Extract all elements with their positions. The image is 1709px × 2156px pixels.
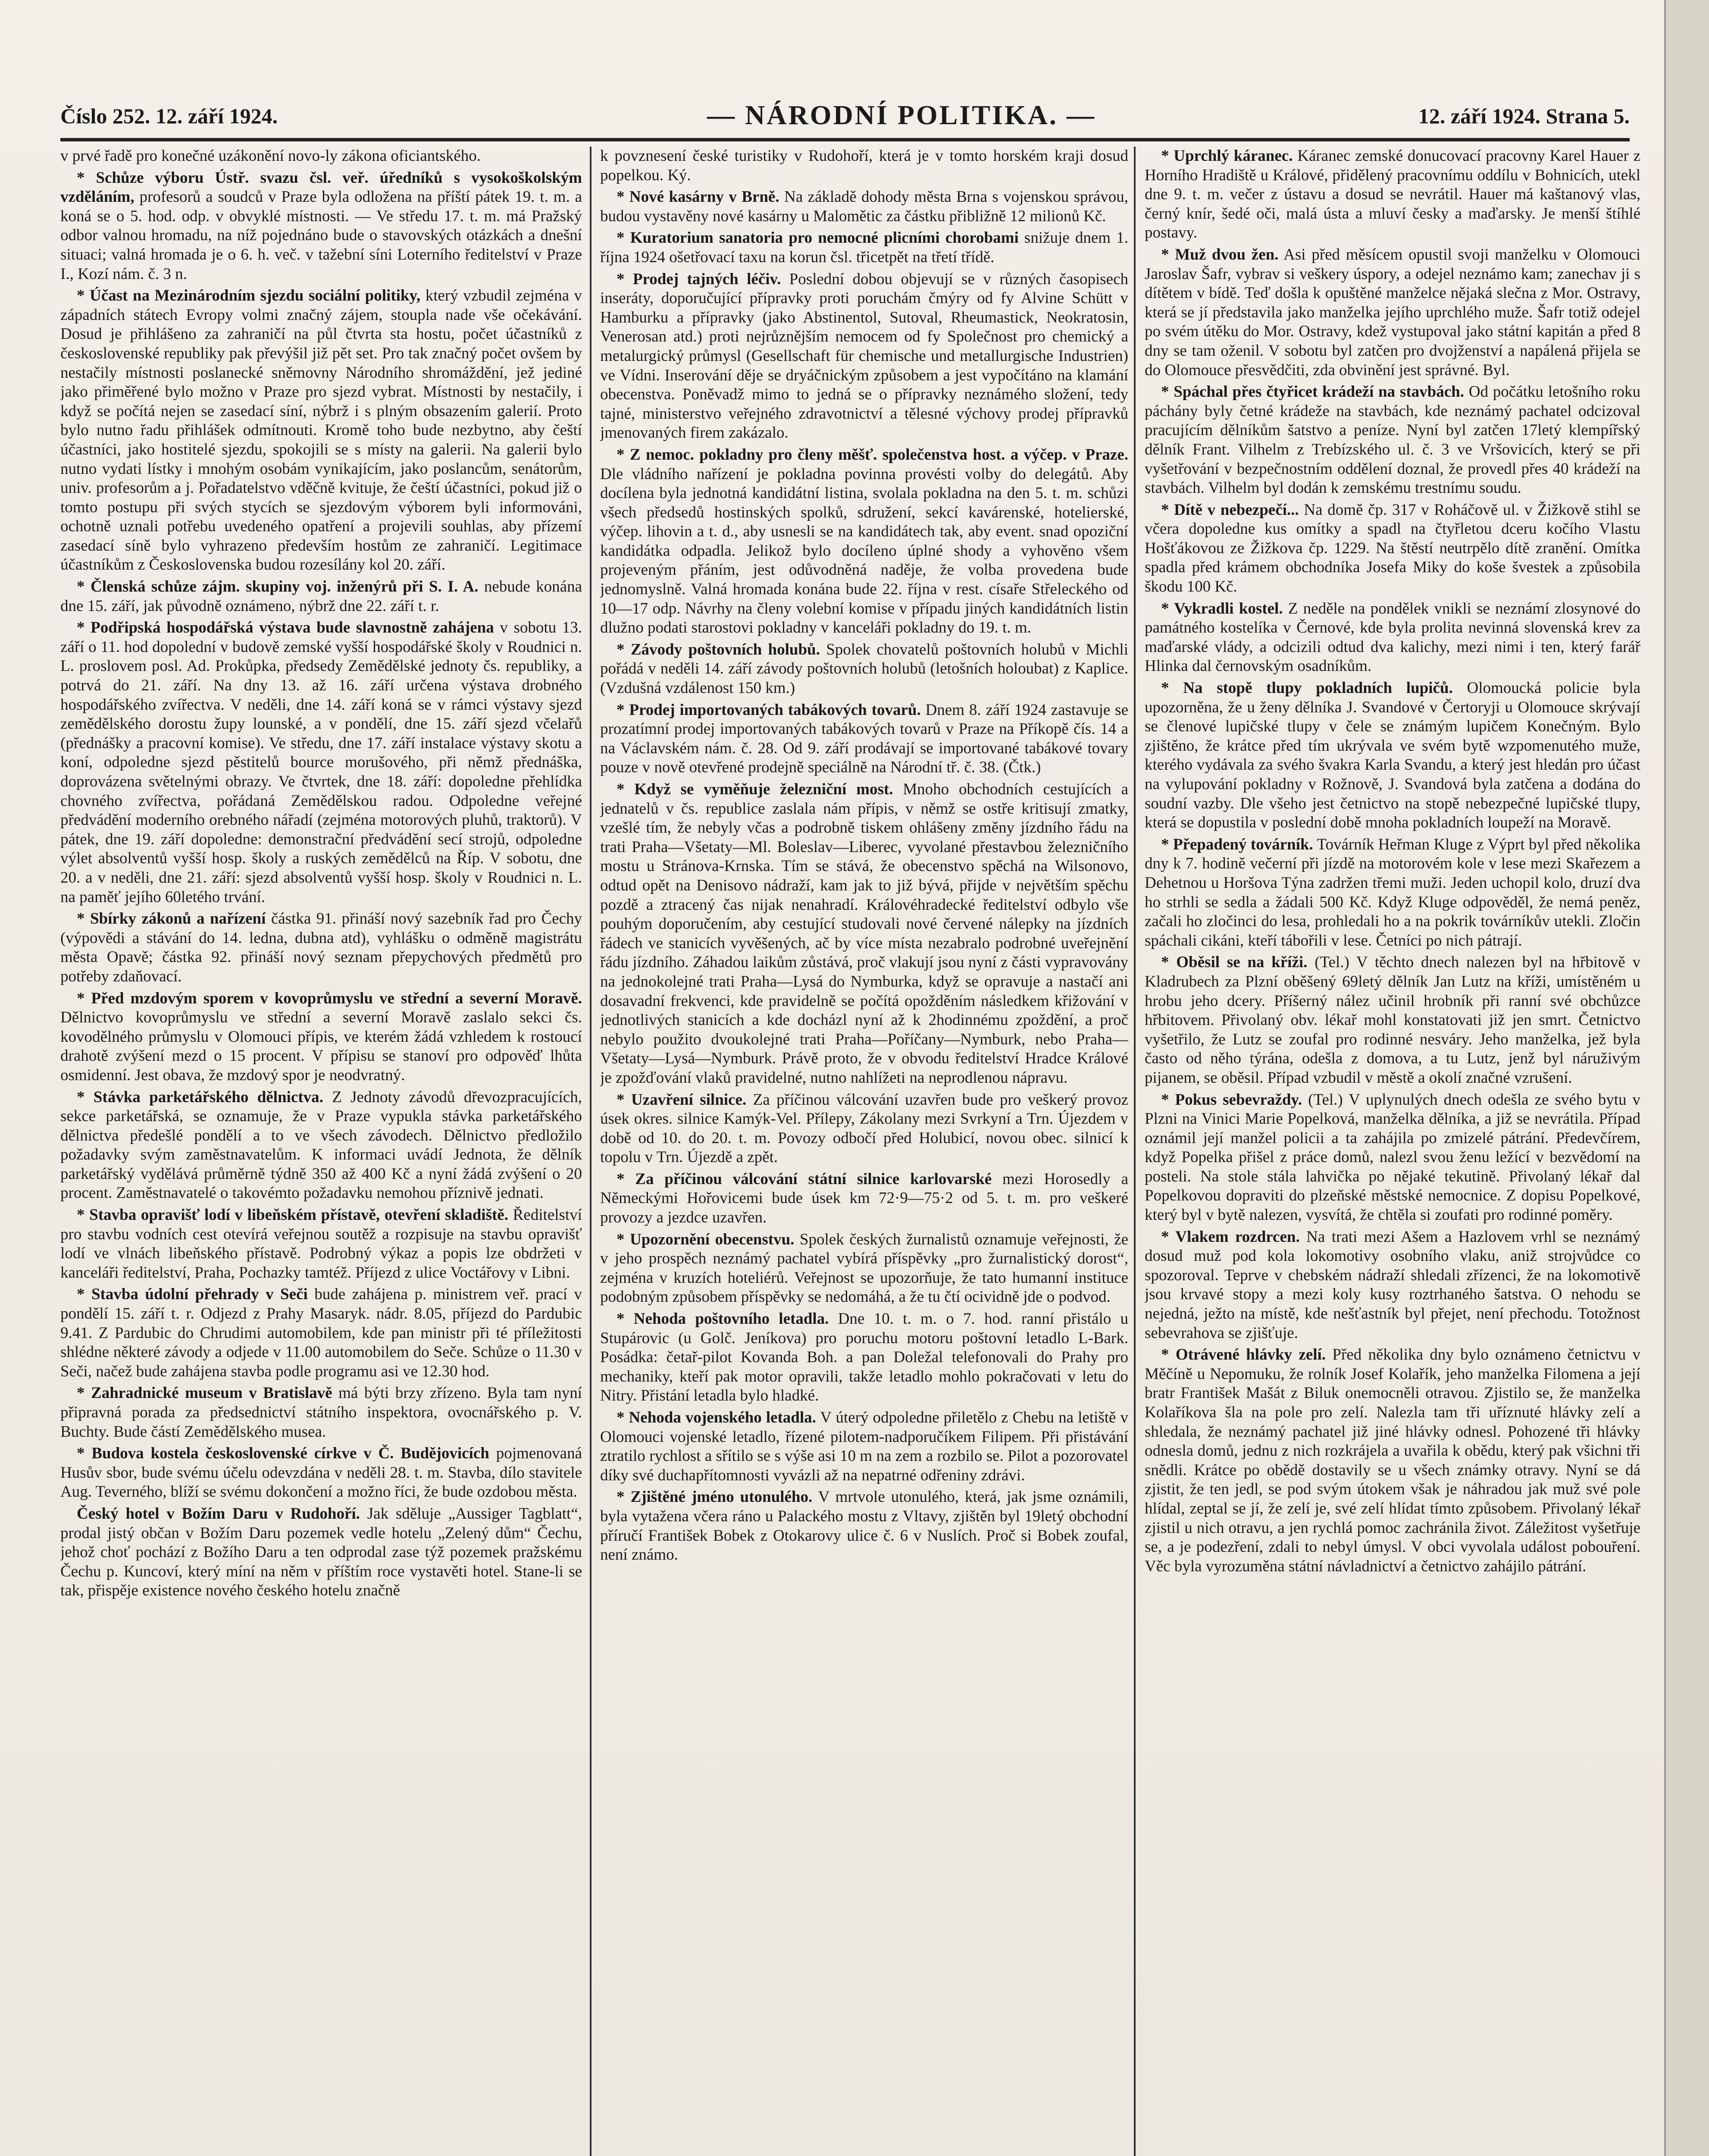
- news-body: Na domě čp. 317 v Roháčově ul. v Žižkově stihl se včera dopoledne kus omítky a spadl na čtyřletou dceru kočího Vlastu Hošťákovou ze Žižkova čp. 1229. Na štěstí neutrpělo dítě zranění. Omítka spadla před krámem obchodníka Josefa Miky do koše švestek a způsobila škodu 100 Kč.: [1145, 501, 1640, 596]
- news-item: [60, 147, 582, 166]
- news-body: Dne 10. t. m. o 7. hod. ranní přistálo u Stupárovic (u Golč. Jeníkova) pro poruchu motoru poštovní letadlo L-Bark. Posádka: četař-pilot Kovanda Boh. a pan Doležal telefonovali do Prahy pro mechaniky, kteří pak motor opravili, takže letadlo mohlo pokračovati v letu do Nitry. Přistání letadla bylo hladké.: [600, 1310, 1128, 1405]
- news-headline: * Upozornění obecenstvu.: [617, 1230, 795, 1248]
- news-headline: * Oběsil se na kříži.: [1161, 953, 1308, 971]
- news-item: [600, 188, 1128, 226]
- news-body: (Tel.) V těchto dnech nalezen byl na hřbitově v Kladrubech za Plzní oběšený 69letý dělník Jan Lutz na kříži, umístěném u hrobu jeho dcery. Příšerný nález učinil hrobník při ranní své obchůzce hřbitovem. Přivolaný obv. lékař mohl konstatovati již jen smrt. Četnictvo vyšetřilo, že Lutz se zoufal pro rodinné nesváry. Jeho manželka, jež byla často od něho týrána, odešla z domova, a tu Lutz, jenž byl náruživým pijanem, se oběsil. Případ vzbudil v městě a okolí značné vzrušení.: [1145, 953, 1640, 1087]
- news-headline: * Přepadený továrník.: [1161, 835, 1313, 853]
- news-body: profesorů a soudců v Praze byla odložena na příští pátek 19. t. m. a koná se o 5. hod. odp. v obvyklé místnosti. — Ve středu 17. t. m. má Pražský odbor valnou hromadu, na níž pojednáno bude o stavovských otázkách a dnešní situaci; valná hromada je o 6. h. več. v tažební síni Loterního ředitelství v Praze I., Kozí nám. č. 3 n.: [60, 188, 582, 283]
- news-item: [60, 618, 582, 907]
- news-headline: * Stávka parketářského dělnictva.: [77, 1088, 323, 1106]
- news-headline: * Vykradli kostel.: [1161, 599, 1283, 617]
- news-headline: * Prodej tajných léčiv.: [617, 270, 781, 288]
- news-headline: * Spáchal přes čtyřicet krádeží na stavbách.: [1161, 383, 1464, 401]
- news-item: [1145, 147, 1640, 243]
- news-headline: * Pokus sebevraždy.: [1161, 1091, 1302, 1109]
- news-body: nebude konána dne 15. září, jak původně oznámeno, nýbrž dne 22. září t. r.: [60, 578, 582, 615]
- news-headline: * Budova kostela československé církve v Č. Budějovicích: [77, 1445, 489, 1463]
- news-headline: * Uzavření silnice.: [617, 1091, 747, 1109]
- news-body: Jak sděluje „Aussiger Tagblatt“, prodal jistý občan v Božím Daru pozemek vedle hotelu „Zelený dům“ Čechu, jehož choť pochází z Božího Daru a ten odprodal zase týž pozemek pražskému Čechu p. Kuncoví, který míní na něm v příštím roce vystavěti hotel. Stane-li se tak, přispěje existence nového českého hotelu značně: [60, 1504, 582, 1600]
- news-item: [600, 1230, 1128, 1307]
- news-item: [600, 640, 1128, 698]
- news-body: Ředitelství pro stavbu vodních cest otevírá veřejnou soutěž a rozpisuje na stavbu opravišť lodí ve vlnách libeňského přístavě. Podrobný výkaz a popis lze obdržeti v kanceláři ředitelství, Praha, Pochazky tamtéž. Příjezd z ulice Voctářovy v Libni.: [60, 1206, 582, 1282]
- news-headline: * Za příčinou válcování státní silnice karlovarské: [617, 1170, 992, 1188]
- news-item: [600, 1170, 1128, 1228]
- news-headline: * Sbírky zákonů a nařízení: [77, 910, 266, 928]
- scan-margin: [1666, 0, 1709, 2156]
- news-headline: * Nehoda vojenského letadla.: [617, 1409, 816, 1426]
- page-header: [60, 99, 1630, 141]
- date-page-number: 12. září 1924. Strana 5.: [1418, 104, 1630, 128]
- news-headline: * Před mzdovým sporem v kovoprůmyslu ve střední a severní Moravě.: [77, 989, 582, 1007]
- news-body: Mnoho obchodních cestujících a jednatelů v čs. republice zaslala nám přípis, v němž se ostře kritisují zmatky, vzešlé tím, že nebyly včas a podrobně tiskem ohlášeny změny jízdního řádu na trati Praha—Všetaty—Ml. Boleslav—Liberec, vyvolané přestavbou železničního mostu u Stránova-Krnska. Tím se stává, že obecenstvo spěchá na Wilsonovo, odtud opět na Denisovo nádraží, kam jak to již bývá, přijde v největším spěchu pozdě a ztracený čas nijak nenahradí. Královéhradecké ředitelství odbylo vše pouhým doporučením, aby cestující studovali nové červené nálepky na jízdních řádech ve stanicích vyvěšených, ač by více místa nezabralo podrobné uveřejnění řádu jízdního. Záhadou laikům zůstává, proč vlakují jsou nyní z části vypravovány na jednokolejné trati Praha—Lysá do Nymburka, když se opravuje a nastačí ani dosavadní frekvenci, kde pravidelně se počítá opožděním následkem křižování v jednotlivých stanicích a kde docházl nyní až k 2hodinnému zpoždění, a proč nebylo použito dvoukolejné trati Praha—Poříčany—Nymburk, nebo Praha—Všetaty—Lysá—Nymburk. Právě proto, že v obvodu ředitelství Hradce Králové je zpožďování vlaků pravidelné, nutno nahlížeti na neprodlenou nápravu.: [600, 780, 1128, 1087]
- news-body: bude zahájena p. ministrem veř. prací v pondělí 15. září t. r. Odjezd z Prahy Masaryk. nádr. 8.05, příjezd do Pardubic 9.41. Z Pardubic do Chrudimi automobilem, kde pan ministr při té příležitosti shlédne některé závody a odjede v 11.00 automobilem do Seče. Schůze o 11.30 v Seči, načež bude zahájena stavba podle programu asi ve 12.30 hod.: [60, 1285, 582, 1380]
- news-item: [1145, 679, 1640, 833]
- news-item: [60, 1206, 582, 1282]
- news-item: [1145, 1345, 1640, 1576]
- news-body: Dle vládního nařízení je pokladna povinna provésti volby do delegátů. Aby docílena byla jednotná kandidátní listina, svolala pokladna na den 5. t. m. schůzi všech předsedů hostinských spolků, sdružení, sekcí kavárenské, hotelierské, výčep. lihovin a t. d., aby usnesli se na kandidátech tak, aby event. snad opoziční kandidátka odpadla. Jelikož bylo docíleno úplné shody a vyhověno všem projeveným přáním, jest odůvodněná naděje, že volba provedena bude jednomyslně. Valná hromada konána bude 22. října v rest. císaře Střeleckého od 10—17 odp. Návrhy na členy volební komise v případu jiných kandidátních listin dlužno podati starostovi pokladny v kanceláři pokladny do 19. t. m.: [600, 465, 1128, 637]
- news-item: [60, 989, 582, 1085]
- column-divider: [590, 147, 592, 2156]
- news-item: [1145, 953, 1640, 1087]
- news-item: [1145, 382, 1640, 498]
- news-item: [1145, 501, 1640, 597]
- column-divider: [1134, 147, 1136, 2156]
- news-item: [1145, 1228, 1640, 1343]
- news-headline: Český hotel v Božím Daru v Rudohoří.: [77, 1504, 360, 1523]
- news-item: [600, 1310, 1128, 1406]
- news-headline: * Muž dvou žen.: [1161, 245, 1279, 263]
- news-item: [600, 1091, 1128, 1167]
- column-2: [600, 147, 1128, 2156]
- news-body: snižuje dnem 1. října 1924 ošetřovací taxu na korun čsl. třicetpět na třetí třídě.: [600, 229, 1128, 266]
- issue-number-date: Číslo 252. 12. září 1924.: [60, 104, 278, 128]
- news-item: [600, 780, 1128, 1088]
- news-item: [600, 445, 1128, 638]
- news-item: [60, 1384, 582, 1442]
- news-item: [600, 701, 1128, 777]
- news-headline: * Když se vyměňuje železniční most.: [617, 780, 893, 798]
- news-body: Spolek českých žurnalistů oznamuje veřejnosti, že v jeho prospěch neznámý pachatel vybírá příspěvky „pro žurnalistický dorost“, zejména v kruzích hoteliérů. Veřejnost se upozorňuje, že tato humanní instituce podobným způsobem příspěvky se nedomáhá, a že tu čtí ocividně jde o podvod.: [600, 1230, 1128, 1306]
- column-3: [1145, 147, 1640, 2156]
- news-headline: * Zahradnické museum v Bratislavě: [77, 1384, 332, 1402]
- news-headline: * Nehoda poštovního letadla.: [617, 1310, 829, 1328]
- news-body: v sobotu 13. září o 11. hod dopolední v budově zemské vyšší hospodářské školy v Roudnici n. L. proslovem posl. Ad. Prokůpka, předsedy Zemědělské jednoty čs. republiky, a potrvá do 21. září. Na dny 13. až 16. září určena výstava drobného hospodářského zvířectva. V neděli, dne 14. září koná se v rámci výstavy sjezd zemědělského dorostu župy lounské, a v pondělí, dne 15. září sjezd včelařů (přednášky a pracovní komise). Ve středu, dne 17. září instalace výstavy skotu a koní, odpoledne sjezd pěstitelů bource morušového, při němž přednáška, doprovázena světelnými obrazy. Ve čtvrtek, dne 18. září: dopoledne přehlídka chovného zvířectva, pořádaná Zemědělskou radou. Odpoledne veřejné předvádění moderního orebného nářadí (zejména motorových pluhů, traktorů). V pátek, dne 19. září dopoledne: demonstrační předvádění secí strojů, odpoledne výlet absolventů vyšší hosp. školy a ruských zemědělců na Říp. V sobotu, dne 20. a v neděli, dne 21. září: sjezd absolventů vyšší hosp. školy v Roudnici n. L. na paměť jejího 60letého trvání.: [60, 619, 582, 906]
- news-body: Z neděle na pondělek vnikli se neznámí zlosynové do památného kostelíka v Černové, kde byla prolita nevinná slovenská krev za maďarské vlády, a odcizili odtud dva kalichy, mezi nimi i ten, který farář Hlinka dal černovským osadníkům.: [1145, 599, 1640, 675]
- news-headline: * Dítě v nebezpečí...: [1161, 501, 1299, 519]
- news-item: [600, 147, 1128, 185]
- news-body: v prvé řadě pro konečné uzákonění novo-ly zákona oficiantského.: [60, 147, 481, 165]
- news-body: Na základě dohody města Brna s vojenskou správou, budou vystavěny nové kasárny u Malomětic za částku přibližně 12 milionů Kč.: [600, 188, 1128, 225]
- news-body: Dělnictvo kovoprůmyslu ve střední a severní Moravě zaslalo sekci čs. kovodělného průmyslu v Olomouci přípis, ve kterém žádá vzhledem k rostoucí drahotě zvýšení mezd o 15 procent. V přípisu se stanoví pro odpověď lhůta osmidenní. Jest obava, že mzdový spor je neodvratný.: [60, 1009, 582, 1084]
- column-1: [60, 147, 582, 2156]
- news-headline: * Účast na Mezinárodním sjezdu sociální politiky,: [77, 287, 421, 305]
- masthead-title: — NÁRODNÍ POLITIKA. —: [707, 100, 1096, 130]
- news-headline: * Otrávené hlávky zelí.: [1161, 1346, 1326, 1364]
- news-item: [1145, 599, 1640, 676]
- news-body: Na trati mezi Ašem a Hazlovem vrhl se neznámý dosud muž pod kola lokomotivy osobního vlaku, aniž strojvůdce co spozoroval. Teprve v chebském nádraží shledali zřízenci, že na lokomotivě jsou krvavé stopy a mezi koly kusy roztrhaného šatstva. O nehodu se nejedná, ježto na místě, kde nešťastník byl přejet, není přechodu. Totožnost sebevrahova se zjišťuje.: [1145, 1228, 1640, 1342]
- news-headline: * Kuratorium sanatoria pro nemocné plicními chorobami: [617, 229, 1019, 247]
- news-item: [600, 229, 1128, 267]
- news-body: mezi Horosedly a Německými Hořovicemi bude úsek km 72·9—75·2 od 5. t. m. pro veškeré provozy a jezdce uzavřen.: [600, 1170, 1128, 1227]
- news-headline: * Uprchlý káranec.: [1161, 147, 1293, 165]
- news-item: [60, 1444, 582, 1502]
- news-item: [60, 169, 582, 284]
- news-item: [600, 1408, 1128, 1485]
- news-item: [60, 1285, 582, 1381]
- news-body: má býti brzy zřízeno. Byla tam nyní připravná porada za předsednictví státního inspektora, ovocnářského p. V. Buchty. Bude částí Zemědělského musea.: [60, 1384, 582, 1441]
- news-body: V úterý odpoledne přiletělo z Chebu na letiště v Olomouci vojenské letadlo, řízené pilotem-nadporučíkem Filipem. Při přistávání ztratilo rychlost a sřítilo se s výše asi 10 m na zem a rozbilo se. Pilot a pozorovatel díky své duchapřítomnosti vyvázli až na nepatrné odřeniny zdrávi.: [600, 1409, 1128, 1484]
- news-headline: * Prodej importovaných tabákových tovarů.: [617, 701, 921, 719]
- news-body: (Tel.) V uplynulých dnech odešla ze svého bytu v Plzni na Vinici Marie Popelková, manželka dělníka, a již se nevrátila. Případ oznámil její manžel policii a ta zahájila po zmizelé pátrání. Předevčírem, když Popelka přišel z práce domů, nalezl svou ženu ležící v bezvědomí na posteli. Na stole stála lahvička po nějaké tekutině. Přivolaný lékař dal Popelkovou dopraviti do plzeňské městské nemocnice. Z dopisu Popelkové, který byl v bytě nalezen, vysvítá, že chtěla si zoufati pro rodinné poměry.: [1145, 1091, 1640, 1224]
- news-body: V mrtvole utonulého, která, jak jsme oznámili, byla vytažena včera ráno u Palackého mostu z Vltavy, zjištěn byl 19letý obchodní příručí František Bobek z Otokarovy ulice č. 6 v Nuslích. Proč si Bobek zoufal, není známo.: [600, 1488, 1128, 1564]
- news-body: pojmenovaná Husův sbor, bude svému účelu odevzdána v neděli 28. t. m. Stavba, dílo stavitele Aug. Teverného, blíží se svému dokončení a možno říci, že bude ozdobou města.: [60, 1445, 582, 1501]
- news-body: Před několika dny bylo oznámeno četnictvu v Měčíně u Nepomuku, že rolník Josef Kolařík, jeho manželka Filomena a její bratr František Mašát z Biluk onemocněli otravou. Zjistilo se, že manželka Kolaříkova šla na pole pro zelí. Nalezla tam tři uříznuté hlávky zelí a shledala, že neznámý pachatel již jiné hlávky odnesl. Pohozené tři hlávky odnesla domů, jednu z nich rozkrájela a uvařila k obědu, který pak všichni tři snědli. Krátce po obědě dostavily se u všech známky otravy. Nyní se dá zjistit, že ten jedl, se pod svým útokem však je náhradou jak muž své pole hlídal, zeptal se jí, že zelí je, své zelí hlídat tímto způsobem. Přivolaný lékař zjistil u nich otravu, a jen rychlá pomoc zachránila život. Záležitost vyšetřuje se, a je podezření, zdali to nebyl úmysl. V obci vyvolala událost pobouření. Věc byla vyrozuměna státní návladnictví a četnictvo zahájilo pátrání.: [1145, 1346, 1640, 1575]
- news-item: [1145, 835, 1640, 951]
- news-headline: * Nové kasárny v Brně.: [617, 188, 779, 206]
- news-headline: * Zjištěné jméno utonulého.: [617, 1488, 813, 1506]
- news-headline: * Schůze výboru Ústř. svazu čsl. veř. úředníků s vysokoškolským vzděláním,: [60, 169, 582, 206]
- news-body: Poslední dobou objevují se v různých časopisech inseráty, doporučující přípravky proti poruchám čmýry od fy Alvine Schütt v Hamburku a přípravky (jako Abstinentol, Sutoval, Rheumastick, Neokratosin, Venerosan atd.) proti nejrůznějším nemocem od fy Společnost pro chemický a metalurgický průmysl (Gesellschaft für chemische und metallurgische Industrien) ve Vídni. Inserování děje se dryáčnickým způsobem a jest vypočítáno na klamání obecenstva. Poněvadž mimo to jedná se o přípravky neznámého složení, tedy tajné, ministerstvo veřejného zdravotnictví a tělesné výchovy prodej přípravků jmenovaných firem zakázalo.: [600, 270, 1128, 442]
- news-item: [60, 286, 582, 575]
- news-body: Za příčinou válcování uzavřen bude pro veškerý provoz úsek okres. silnice Kamýk-Vel. Přílepy, Zákolany mezi Svrkyní a Trn. Újezdem v době od 10. do 20. t. m. Povozy odbočí před Holubicí, novou obec. silnicí k topolu v Trn. Újezdě a zpět.: [600, 1091, 1128, 1166]
- news-headline: * Stavba opravišť lodí v libeňském přístavě, otevření skladiště.: [77, 1206, 508, 1224]
- news-item: [600, 270, 1128, 443]
- news-item: [60, 909, 582, 986]
- news-item: [60, 577, 582, 616]
- news-body: Z Jednoty závodů dřevozpracujících, sekce parketářská, se oznamuje, že v Praze vypukla stávka parketářského dělnictva předešlé pondělí a to ve všech závodech. Dělnictvo předložilo požadavky svým zaměstnavatelům. K informaci uvádí Jednota, že dělník parketářský vydělává průměrně týdně 350 až 400 Kč a nyní žádá zvýšení o 20 procent. Zaměstnavatelé o takovémto požadavku nemohou příznivě jednati.: [60, 1088, 582, 1202]
- news-body: Olomoucká policie byla upozorněna, že u ženy dělníka J. Svandové v Čertoryji u Olomouce skrývají se členové lupičské tlupy v čele se známým lupičem Konečným. Bylo zjištěno, že krátce před tím ukrývala ve svém bytě wzpomenutého muže, kterého vydávala za svého švakra Karla Svandu, a který jest hledán pro účast na vylupování pokladny v Rožnově, J. Svandová byla zatčena a dodána do soudní vazby. Dle všeho jest četnictvo na stopě nebezpečné lupičské tlupy, která se dopustila v poslední době mnoha pokladních loupeží na Moravě.: [1145, 679, 1640, 832]
- news-body: Asi před měsícem opustil svoji manželku v Olomouci Jaroslav Šafr, vybrav si veškery úspory, a odejel neznámo kam; zanechav ji s dítětem v bídě. Teď došla k opuštěné manželce nějaká slečna z Mor. Ostravy, která se jí představila jako manželka jejího uprchlého muže. Šafr totiž odejel po svém útěku do Mor. Ostravy, kdež vystupoval jako státní kapitán a před 8 dny se tam oženil. V sobotu byl zatčen pro dvojženství a napálená přijela se do Olomouce přesvědčiti, zda obvinění jest správné. Byl.: [1145, 245, 1640, 379]
- news-headline: * Vlakem rozdrcen.: [1161, 1228, 1300, 1246]
- news-item: [600, 1488, 1128, 1564]
- news-body: Spolek chovatelů poštovních holubů v Michli pořádá v neděli 14. září závody poštovních holubů (letošních holoubat) z Kaplice. (Vzdušná vzdálenost 150 km.): [600, 640, 1128, 697]
- news-headline: * Závody poštovních holubů.: [617, 640, 820, 658]
- news-body: k povznesení české turistiky v Rudohoří, která je v tomto horském kraji dosud popelkou. Ký.: [600, 147, 1128, 184]
- news-item: [1145, 1091, 1640, 1225]
- news-body: Káranec zemské donucovací pracovny Karel Hauer z Horního Hradiště u Králové, přidělený pracovnímu oddílu v Bohnicích, utekl dne 9. t. m. večer z ústavu a dosud se nevrátil. Hauer má kaštanový vlas, černý knír, šedé oči, malá ústa a mluví česky a maďarsky. Je menší štíhlé postavy.: [1145, 147, 1640, 242]
- news-headline: * Podřipská hospodářská výstava bude slavnostně zahájena: [77, 619, 494, 637]
- news-item: [1145, 245, 1640, 380]
- news-headline: * Stavba údolní přehrady v Seči: [77, 1285, 308, 1304]
- news-body: Továrník Heřman Kluge z Výprt byl před několika dny k 7. hodině večerní při jízdě na motorovém kole v lese mezi Skařezem a Dehetnou u Horšova Týna zadržen třemi muži. Jeden uchopil kolo, druzí dva ho strhli se sedla a žádali 500 Kč. Když Kluge odpověděl, že nemá peněz, začali ho zločinci do lesa, prohledali ho a na pokrik továrníkův utekli. Zločin spáchali cikáni, kteří tábořili v lese. Četníci po nich pátrají.: [1145, 835, 1640, 950]
- news-headline: * Z nemoc. pokladny pro členy měšť. společenstva host. a výčep. v Praze.: [617, 445, 1128, 464]
- news-item: [60, 1504, 582, 1601]
- news-body: Dnem 8. září 1924 zastavuje se prozatímní prodej importovaných tabákových tovarů v Praze na Příkopě čís. 14 a na Václavském nám. č. 28. Od 9. září prodávají se importované tabákové tovary pouze v nově otevřené prodejně speciálně na Národní tř. č. 38. (Čtk.): [600, 701, 1128, 777]
- news-headline: * Členská schůze zájm. skupiny voj. inženýrů při S. I. A.: [77, 578, 479, 596]
- news-body: který vzbudil zejména v západních státech Evropy volmi značný zájem, stoupla nade vše očekávání. Dosud je přihlášeno za zahraničí na půl čtvrta sta hostu, počet účastníků z československé republiky pak převýšil již pět set. Pro tak značný počet ovšem by nestačily místnosti poslanecké sněmovny Národního shromáždění, jež jediné jako přiměřené bylo možno v Praze pro sjezd vybrat. Místnosti by nestačily, i když se počítá nejen se zasedací síní, nýbrž i s plným obsazením galerií. Proto bylo nutno řadu přihlášek odmítnouti. Kromě toho bude nezbytno, aby čeští účastníci, jako hostitelé sjezdu, spokojili se s místy na galerii. Na galerii bylo nutno vydati lístky i mnohým osobám vynikajícím, jako poslancům, senátorům, univ. profesorům a j. Pořadatelstvo vděčně kvituje, že čeští účastníci, pokud již o tomto postupu při svých stycích se sjezdovým výborem byli informováni, ochotně uznali potřebu uvedeného opatření a projevili souhlas, aby přízemí zasedací síně bylo vyhrazeno především hostům ze zahraničí. Legitimace účastníkům z Československa budou rozesílány kol 20. září.: [60, 287, 582, 574]
- news-headline: * Na stopě tlupy pokladních lupičů.: [1161, 679, 1453, 697]
- news-item: [60, 1088, 582, 1203]
- news-body: částka 91. přináší nový sazebník řad pro Čechy (výpovědi a stávání do 14. ledna, dubna atd), vyhlášku o odměně magistrátu města Opavě; částka 92. přináší nový seznam přepychových předmětů pro potřeby zdaňovací.: [60, 910, 582, 985]
- news-body: Od počátku letošního roku páchány byly četné krádeže na stavbách, kde neznámý pachatel odcizoval pracujícím dělníkům šatstvo a peníze. Nyní byl zatčen 17letý klempířský dělník Frant. Vilhelm z Trebízského ul. č. 3 ve Vršovicích, který se při vyšetřování v bezpečnostním oddělení doznal, že provedl přes 40 krádeží na stavbách. Vilhelm byl dodán k zemskému trestnímu soudu.: [1145, 383, 1640, 497]
